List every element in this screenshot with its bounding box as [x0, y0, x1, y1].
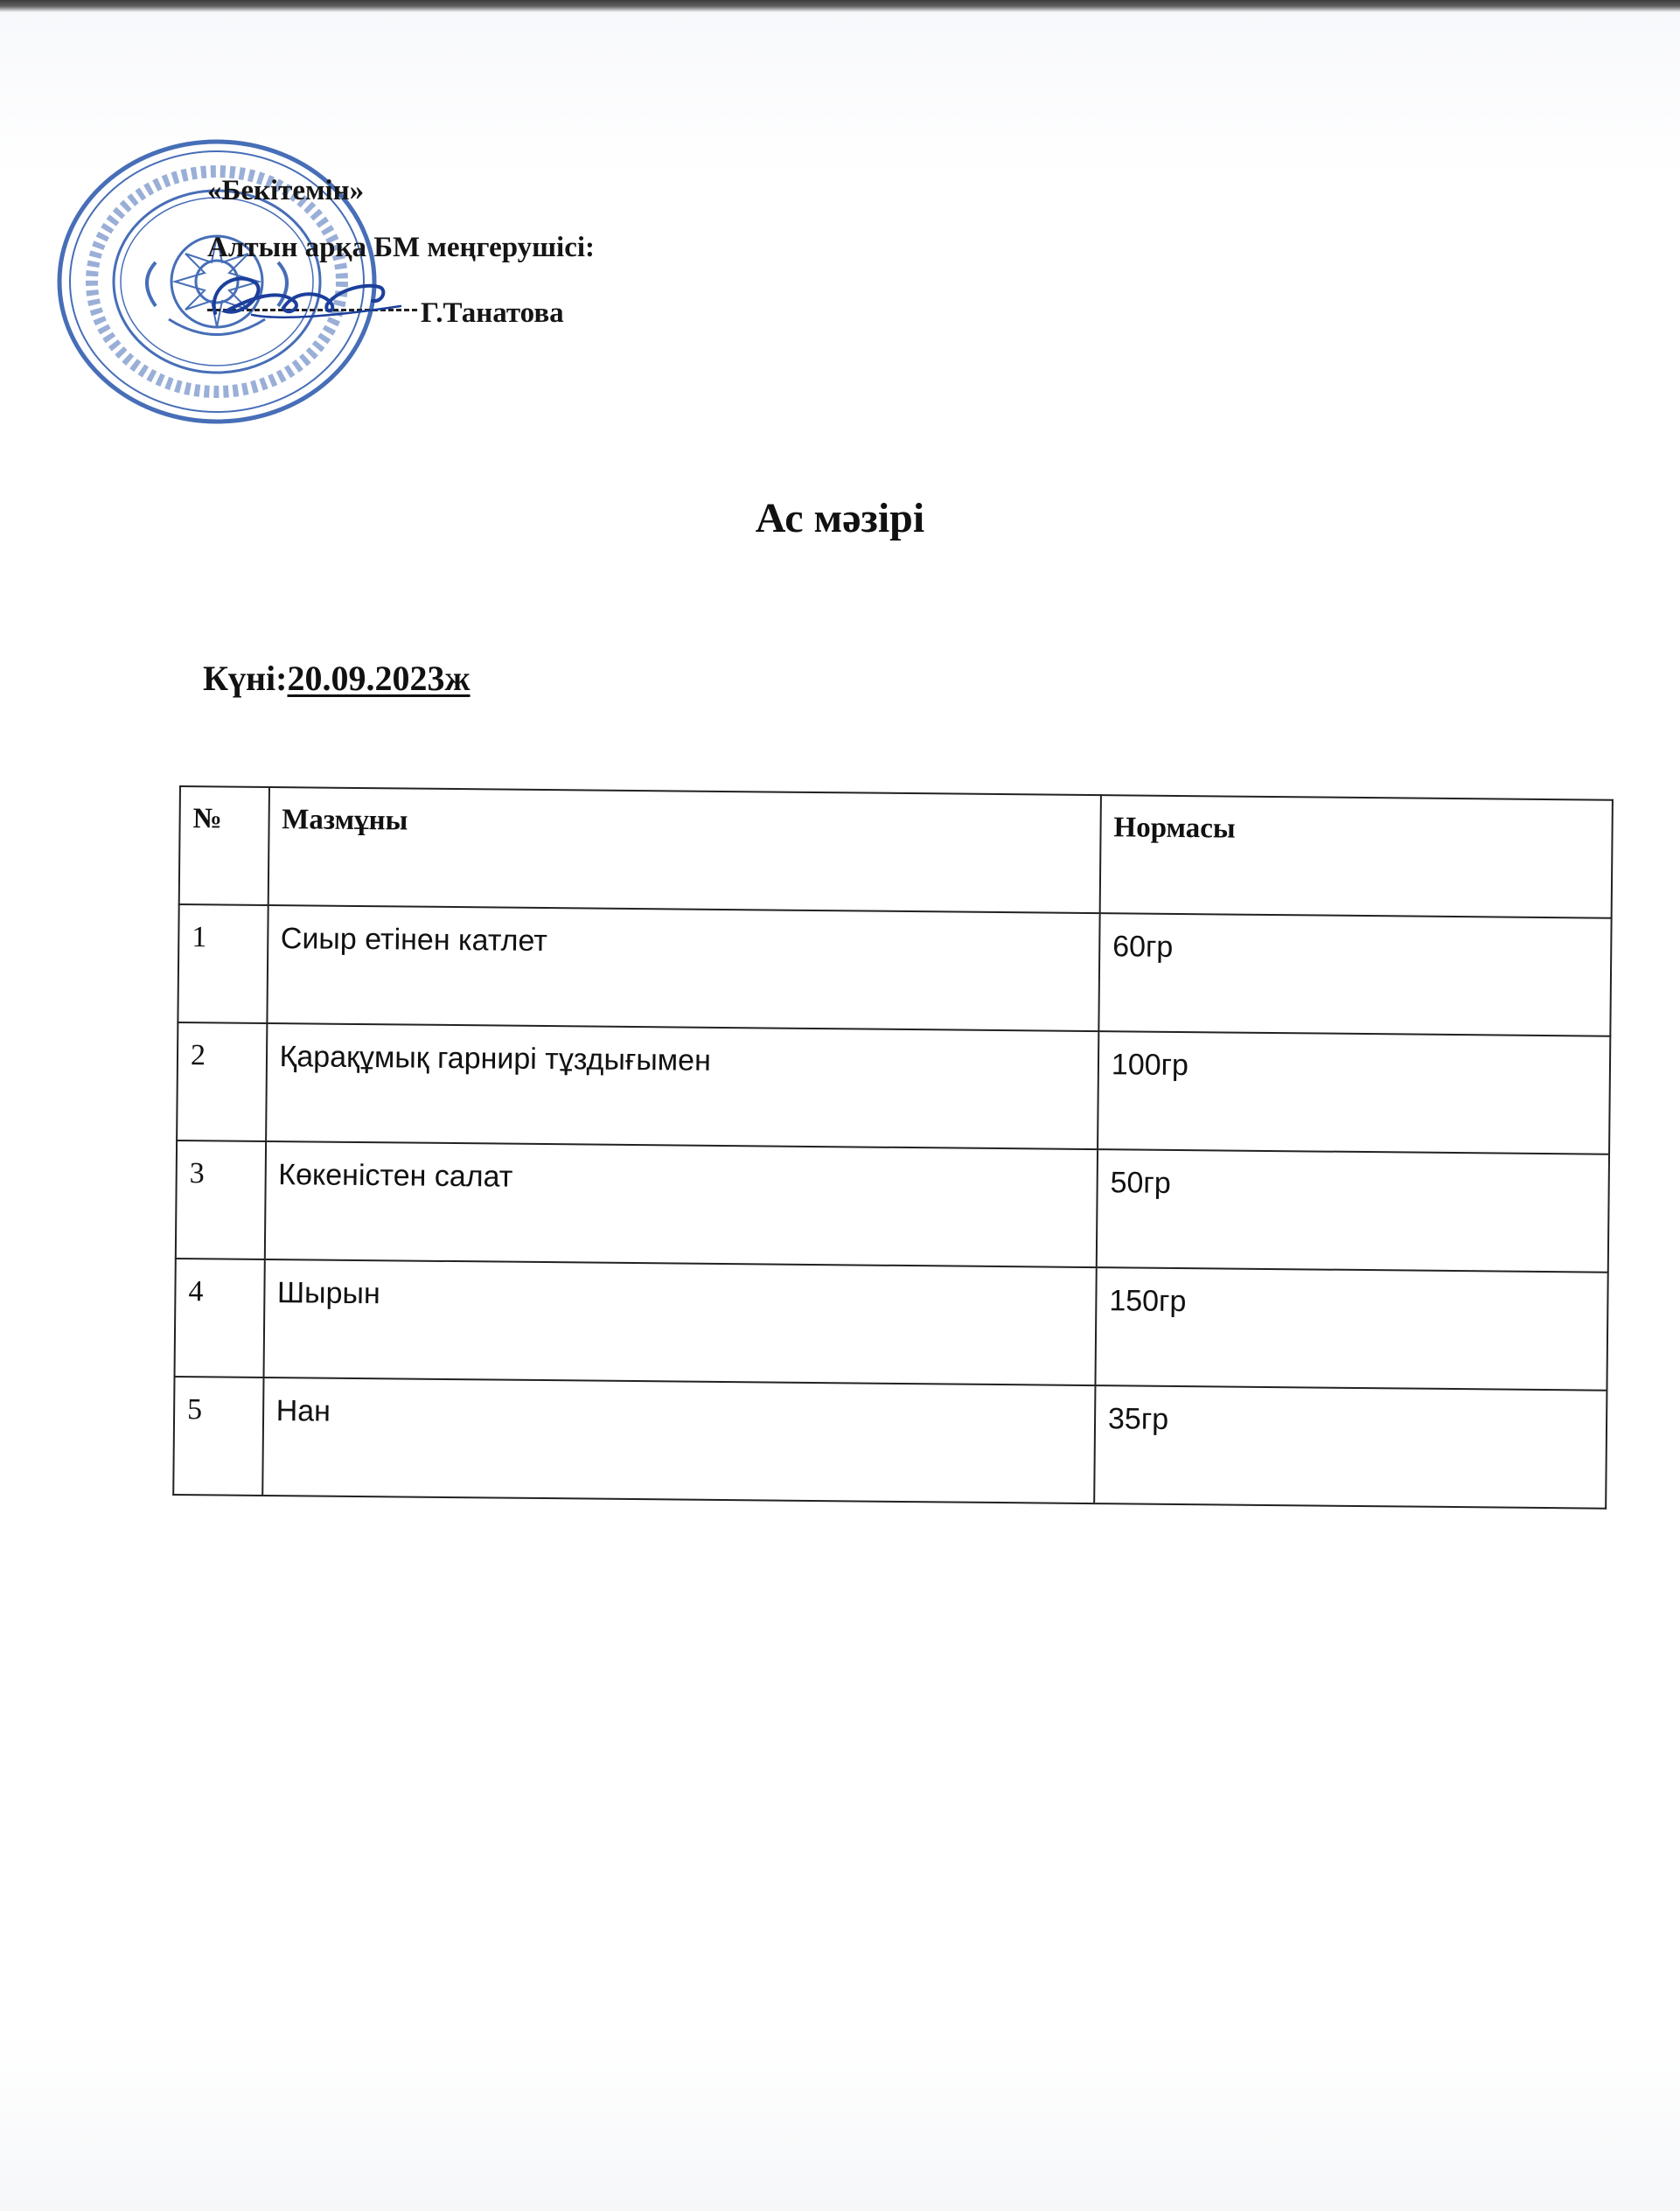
row-num: 2 — [177, 1022, 267, 1141]
row-name: Шырын — [263, 1259, 1097, 1385]
row-norm: 50гр — [1097, 1149, 1609, 1273]
header-norm: Нормасы — [1100, 795, 1613, 918]
approval-position: Алтын арқа БМ меңгерушісі: — [207, 232, 596, 263]
menu-table — [172, 785, 1614, 1510]
row-num: 1 — [178, 904, 268, 1023]
scan-edge — [0, 0, 1680, 12]
row-norm: 35гр — [1094, 1385, 1607, 1509]
handwritten-signature-icon — [199, 262, 409, 332]
table-header-row — [179, 786, 1613, 918]
header-name: Мазмұны — [268, 787, 1101, 913]
approval-heading: «Бекітемін» — [207, 175, 365, 206]
table-row — [173, 1377, 1607, 1509]
row-name: Нан — [262, 1378, 1096, 1503]
row-num: 4 — [175, 1259, 265, 1378]
table-row — [177, 1022, 1610, 1154]
row-num: 3 — [176, 1140, 266, 1259]
date-line — [203, 658, 471, 699]
row-norm: 100гр — [1098, 1031, 1610, 1154]
table-row — [176, 1140, 1609, 1273]
row-num: 5 — [173, 1377, 263, 1496]
date-label: Күні: — [203, 659, 288, 698]
signatory-name: Г.Танатова — [421, 297, 564, 329]
row-norm: 60гр — [1098, 913, 1611, 1036]
row-norm: 150гр — [1095, 1267, 1607, 1391]
row-name: Сиыр етінен катлет — [267, 905, 1100, 1031]
table-row — [175, 1259, 1608, 1391]
row-name: Көкеністен салат — [264, 1141, 1098, 1267]
header-num: № — [179, 786, 269, 905]
row-name: Қарақұмық гарнирі тұздығымен — [266, 1023, 1099, 1149]
table-row — [178, 904, 1611, 1036]
document-title: Ас мәзірі — [755, 495, 925, 541]
date-value: 20.09.2023ж — [287, 659, 471, 698]
